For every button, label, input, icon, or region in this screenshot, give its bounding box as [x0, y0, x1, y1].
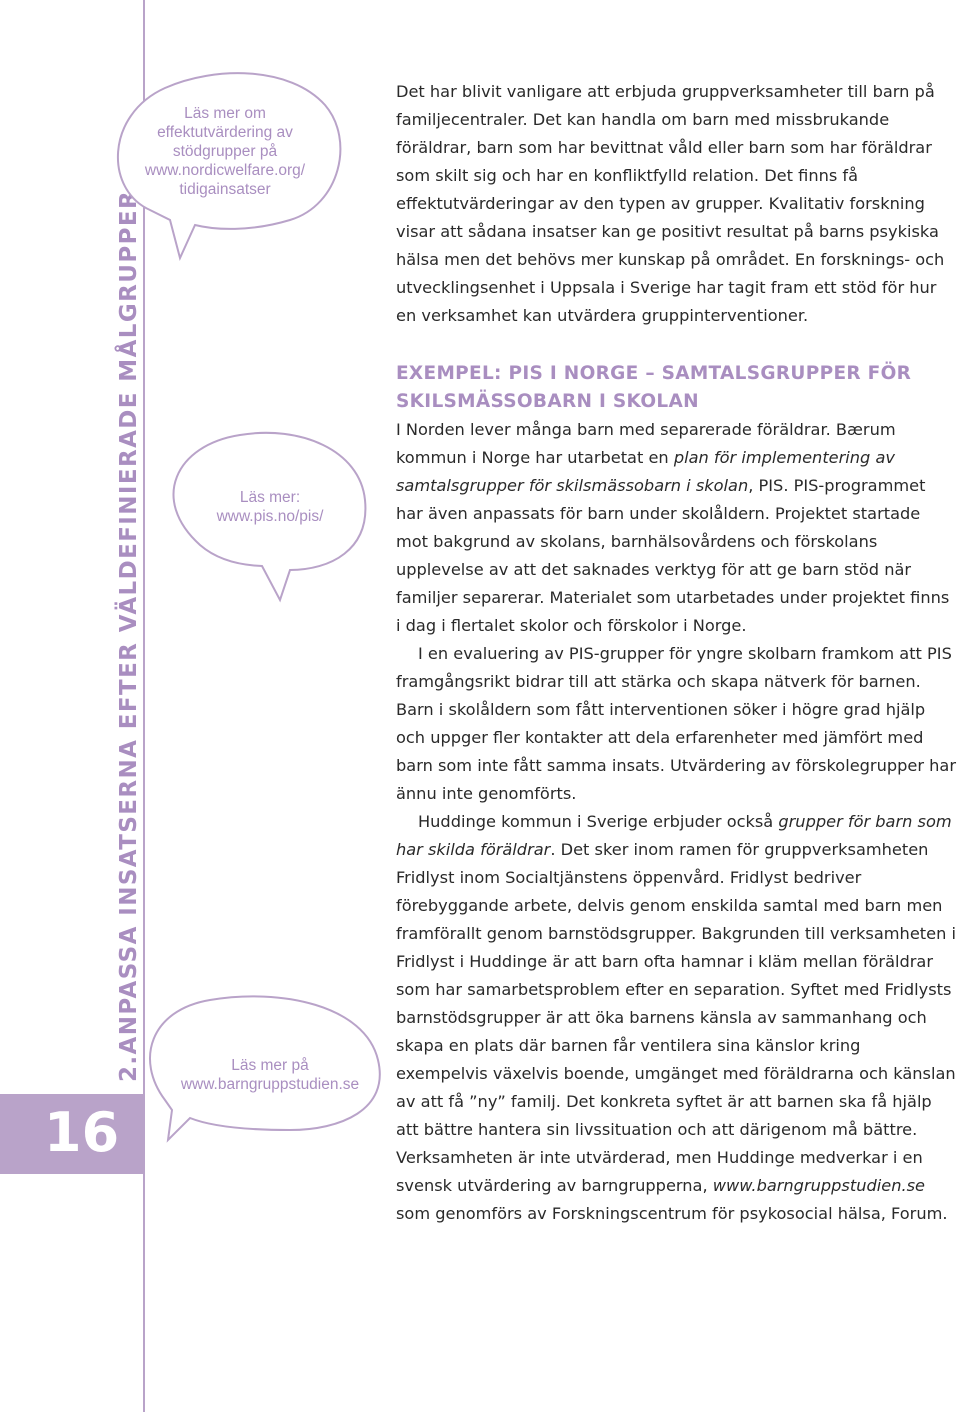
- bubble-1-text: [120, 104, 330, 199]
- paragraph-evaluation: I en evaluering av PIS-grupper för yngre skolbarn framkom att PIS framgångsrikt bidrar till att stärka och skapa nätverk för barnen. Barn i skolåldern som fått interventionen söker i högre grad hjälp och uppger fler kontakter att dela erfarenheter med jämfört med barn som inte fått samma insats. Utvärdering av förskolegrupper har ännu inte genomförts.: [396, 644, 956, 803]
- text-run: , PIS. PIS-programmet har även anpassats för barn under skolåldern. Projektet startade mot bakgrund av skolans, barnhälsovårdens och förskolans upplevelse av att det saknades verktyg för att ge barn stöd när familjer separerar. Materialet som utarbetades under projektet finns i dag i flertalet skolor och förskolor i Norge.: [396, 476, 950, 635]
- text-run: Huddinge kommun i Sverige erbjuder också: [418, 812, 779, 831]
- main-text: [396, 78, 956, 1228]
- text-run: som genomförs av Forskningscentrum för psykosocial hälsa, Forum.: [396, 1204, 948, 1223]
- intro-paragraph: Det har blivit vanligare att erbjuda gruppverksamheter till barn på familjecentraler. Det kan handla om barn med missbrukande föräldrar, barn som har bevittnat våld eller barn som har föräldrar som skilt sig och har en konfliktfylld relation. Det finns få effektutvärderingar av den typen av grupper. Kvalitativ forskning visar att sådana insatser kan ge positivt resultat på barns psykiska hälsa men det behövs mer kunskap på området. En forsknings- och utvecklingsenhet i Uppsala i Sverige har tagit fram ett stöd för hur en verksamhet kan utvärdera gruppinterventioner.: [396, 82, 945, 325]
- page-number: 16: [44, 1101, 120, 1164]
- text-run: I Norden lever många barn med separerade föräldrar. Bærum kommun i Norge har utarbetat en: [396, 420, 896, 467]
- bubble-1-line: Läs mer om: [184, 105, 266, 122]
- bubble-2-link[interactable]: www.pis.no/pis/: [216, 508, 324, 525]
- emphasis-run: grupper för barn som har skilda föräldrar: [396, 812, 952, 859]
- bubble-1-line: stödgrupper på: [172, 143, 278, 160]
- bubble-1-link[interactable]: www.nordicwelfare.org/: [144, 162, 306, 179]
- bubble-2-text: [180, 488, 360, 526]
- paragraph-pis: [396, 416, 956, 640]
- bubble-3-line: Läs mer på: [231, 1057, 309, 1074]
- bubble-3-link[interactable]: www.barngruppstudien.se: [180, 1076, 360, 1093]
- bubble-1-line: effektutvärdering av: [157, 124, 293, 141]
- text-run: . Det sker inom ramen för gruppverksamheten Fridlyst inom Socialtjänstens öppenvård. Fridlyst bedriver förebyggande arbete, delvis genom enskilda samtal med barn men framförallt genom barnstödsgrupper. Bakgrunden till verksamheten i Fridlyst i Huddinge är att barn ofta hamnar i kläm mellan föräldrar som har samarbetsproblem efter en separation. Syftet med Fridlysts barnstödsgrupper är att öka barnens känsla av sammanhang och skapa en plats där barnen får ventilera sina känslor kring exempelvis växelvis boende, umgänget med föräldrarna och känslan av att få ”ny” familj. Det konkreta syftet är att barnen ska få hjälp att bättre hantera sin livssituation och att därigenom må bättre. Verksamheten är inte utvärderad, men Huddinge medverkar i en svensk utvärdering av barngrupperna,: [396, 840, 956, 1195]
- chapter-title: 2.ANPASSA INSATSERNA EFTER VÄLDEFINIERADE MÅLGRUPPER: [116, 189, 142, 1082]
- paragraph-huddinge: [396, 808, 956, 1228]
- bubble-1-link-cont[interactable]: tidigainsatser: [179, 181, 271, 198]
- bubble-2-line: Läs mer:: [239, 489, 301, 506]
- bubble-3-text: [150, 1056, 390, 1094]
- barngruppstudien-link[interactable]: www.barngruppstudien.se: [712, 1176, 925, 1195]
- emphasis-run: plan för implementering av samtalsgrupper för skilsmässobarn i skolan: [396, 448, 895, 495]
- example-heading: EXEMPEL: PIS I NORGE – SAMTALSGRUPPER FÖR SKILSMÄSSOBARN I SKOLAN: [396, 363, 912, 412]
